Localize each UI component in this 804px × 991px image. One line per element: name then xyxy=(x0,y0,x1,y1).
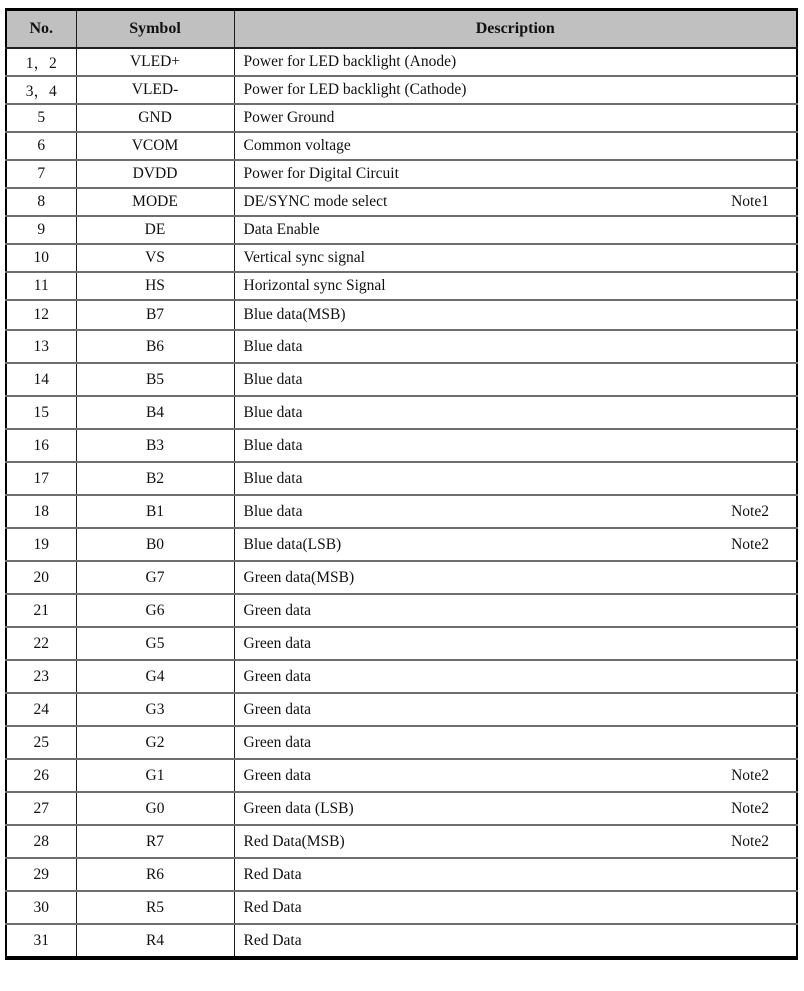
column-header-symbol: Symbol xyxy=(76,10,234,49)
pin-symbol-cell: R7 xyxy=(76,825,234,858)
table-row xyxy=(6,561,797,594)
pin-description-cell xyxy=(234,132,797,160)
pin-description-cell xyxy=(234,792,797,825)
description-text: Blue data xyxy=(243,469,303,487)
pin-number-cell: 26 xyxy=(6,759,76,792)
pin-number-cell: 21 xyxy=(6,594,76,627)
description-text: Green data xyxy=(243,733,312,751)
description-text: Red Data xyxy=(243,865,302,883)
table-row xyxy=(6,891,797,924)
pin-symbol-cell: B1 xyxy=(76,495,234,528)
pin-number-cell: 7 xyxy=(6,160,76,188)
table-row xyxy=(6,363,797,396)
pin-symbol-cell: B4 xyxy=(76,396,234,429)
table-row xyxy=(6,160,797,188)
table-body xyxy=(6,48,797,958)
table-header xyxy=(6,10,797,49)
pin-description-cell xyxy=(234,561,797,594)
pin-number-cell: 14 xyxy=(6,363,76,396)
table-row xyxy=(6,244,797,272)
note-ref: Note2 xyxy=(731,535,769,553)
pin-symbol-cell: VLED- xyxy=(76,76,234,104)
pin-description-cell xyxy=(234,272,797,300)
table-row xyxy=(6,660,797,693)
pin-description-cell xyxy=(234,76,797,104)
pin-symbol-cell: R6 xyxy=(76,858,234,891)
table-row xyxy=(6,528,797,561)
pin-description-cell xyxy=(234,726,797,759)
pin-symbol-cell: DE xyxy=(76,216,234,244)
pin-number-cell: 12 xyxy=(6,300,76,330)
pin-number-cell: 16 xyxy=(6,429,76,462)
pin-symbol-cell: B6 xyxy=(76,330,234,363)
pin-number-cell: 25 xyxy=(6,726,76,759)
description-text: Blue data xyxy=(243,502,303,520)
description-text: Power for LED backlight (Cathode) xyxy=(243,81,467,98)
pin-number-cell: 10 xyxy=(6,244,76,272)
pin-symbol-cell: G7 xyxy=(76,561,234,594)
table-row xyxy=(6,858,797,891)
pin-symbol-cell: HS xyxy=(76,272,234,300)
description-text: Blue data xyxy=(243,403,303,421)
pin-symbol-cell: MODE xyxy=(76,188,234,216)
pin-description-cell xyxy=(234,858,797,891)
description-text: Green data xyxy=(243,766,312,784)
description-text: Green data xyxy=(243,634,312,652)
pin-description-table xyxy=(5,8,798,960)
pin-symbol-cell: G1 xyxy=(76,759,234,792)
table-row xyxy=(6,429,797,462)
note-ref: Note1 xyxy=(731,193,769,210)
pin-description-cell xyxy=(234,891,797,924)
pin-description-cell xyxy=(234,528,797,561)
pin-description-table-container xyxy=(5,8,798,960)
note-ref: Note2 xyxy=(731,502,769,520)
pin-description-cell xyxy=(234,48,797,76)
pin-number-cell: 27 xyxy=(6,792,76,825)
pin-number-cell: 17 xyxy=(6,462,76,495)
description-text: Blue data xyxy=(243,370,303,388)
pin-number-cell: 24 xyxy=(6,693,76,726)
description-text: Green data (LSB) xyxy=(243,799,354,817)
description-text: Green data xyxy=(243,700,312,718)
pin-symbol-cell: G4 xyxy=(76,660,234,693)
table-row xyxy=(6,104,797,132)
description-text: Red Data xyxy=(243,898,302,916)
description-text: Data Enable xyxy=(243,221,320,238)
column-header-no: No. xyxy=(6,10,76,49)
pin-number-cell: 13 xyxy=(6,330,76,363)
table-row xyxy=(6,300,797,330)
pin-description-cell xyxy=(234,693,797,726)
table-row xyxy=(6,792,797,825)
pin-number-cell: 6 xyxy=(6,132,76,160)
note-ref: Note2 xyxy=(731,799,769,817)
table-row xyxy=(6,188,797,216)
pin-number-cell: 22 xyxy=(6,627,76,660)
pin-description-cell xyxy=(234,759,797,792)
pin-description-cell xyxy=(234,594,797,627)
description-text: Power for Digital Circuit xyxy=(243,165,399,182)
table-row xyxy=(6,924,797,958)
description-text: Vertical sync signal xyxy=(243,249,365,266)
pin-number-cell: 19 xyxy=(6,528,76,561)
pin-symbol-cell: VCOM xyxy=(76,132,234,160)
table-row xyxy=(6,759,797,792)
table-row xyxy=(6,132,797,160)
pin-symbol-cell: G0 xyxy=(76,792,234,825)
pin-symbol-cell: R5 xyxy=(76,891,234,924)
pin-description-cell xyxy=(234,495,797,528)
pin-symbol-cell: G2 xyxy=(76,726,234,759)
description-text: Power Ground xyxy=(243,109,335,126)
table-row xyxy=(6,627,797,660)
pin-symbol-cell: R4 xyxy=(76,924,234,958)
pin-symbol-cell: B3 xyxy=(76,429,234,462)
pin-symbol-cell: B7 xyxy=(76,300,234,330)
pin-number-cell: 31 xyxy=(6,924,76,958)
description-text: Green data(MSB) xyxy=(243,568,355,586)
table-row xyxy=(6,825,797,858)
pin-description-cell xyxy=(234,363,797,396)
pin-description-cell xyxy=(234,660,797,693)
pin-number-cell: 8 xyxy=(6,188,76,216)
pin-number-cell: 18 xyxy=(6,495,76,528)
pin-description-cell xyxy=(234,244,797,272)
pin-description-cell xyxy=(234,429,797,462)
pin-description-cell xyxy=(234,825,797,858)
pin-number-cell: 23 xyxy=(6,660,76,693)
table-row xyxy=(6,330,797,363)
description-text: DE/SYNC mode select xyxy=(243,193,388,210)
pin-number-cell: 30 xyxy=(6,891,76,924)
table-row xyxy=(6,272,797,300)
pin-description-cell xyxy=(234,396,797,429)
pin-description-cell xyxy=(234,627,797,660)
description-text: Blue data(MSB) xyxy=(243,306,346,323)
description-text: Common voltage xyxy=(243,137,351,154)
table-row xyxy=(6,462,797,495)
pin-description-cell xyxy=(234,216,797,244)
pin-symbol-cell: VS xyxy=(76,244,234,272)
description-text: Blue data(LSB) xyxy=(243,535,342,553)
pin-symbol-cell: G5 xyxy=(76,627,234,660)
table-row xyxy=(6,726,797,759)
pin-symbol-cell: B5 xyxy=(76,363,234,396)
header-row xyxy=(6,10,797,49)
pin-number-cell: 9 xyxy=(6,216,76,244)
pin-description-cell xyxy=(234,300,797,330)
pin-description-cell xyxy=(234,330,797,363)
pin-number-cell: 15 xyxy=(6,396,76,429)
table-row xyxy=(6,76,797,104)
pin-description-cell xyxy=(234,160,797,188)
note-ref: Note2 xyxy=(731,832,769,850)
pin-description-cell xyxy=(234,924,797,958)
pin-number-cell: 3，4 xyxy=(6,76,76,104)
pin-number-cell: 29 xyxy=(6,858,76,891)
pin-number-cell: 1，2 xyxy=(6,48,76,76)
pin-symbol-cell: B0 xyxy=(76,528,234,561)
note-ref: Note2 xyxy=(731,766,769,784)
pin-symbol-cell: GND xyxy=(76,104,234,132)
pin-description-cell xyxy=(234,104,797,132)
pin-symbol-cell: B2 xyxy=(76,462,234,495)
table-row xyxy=(6,216,797,244)
pin-number-cell: 20 xyxy=(6,561,76,594)
pin-number-cell: 11 xyxy=(6,272,76,300)
pin-description-cell xyxy=(234,462,797,495)
column-header-description: Description xyxy=(234,10,797,49)
description-text: Green data xyxy=(243,667,312,685)
pin-symbol-cell: G6 xyxy=(76,594,234,627)
pin-number-cell: 5 xyxy=(6,104,76,132)
description-text: Green data xyxy=(243,601,312,619)
description-text: Power for LED backlight (Anode) xyxy=(243,53,457,70)
description-text: Red Data(MSB) xyxy=(243,832,345,850)
table-row xyxy=(6,48,797,76)
table-row xyxy=(6,495,797,528)
pin-number-cell: 28 xyxy=(6,825,76,858)
pin-symbol-cell: VLED+ xyxy=(76,48,234,76)
table-row xyxy=(6,693,797,726)
description-text: Blue data xyxy=(243,337,303,355)
pin-symbol-cell: DVDD xyxy=(76,160,234,188)
pin-description-cell xyxy=(234,188,797,216)
description-text: Blue data xyxy=(243,436,303,454)
table-row xyxy=(6,594,797,627)
table-row xyxy=(6,396,797,429)
description-text: Horizontal sync Signal xyxy=(243,277,386,294)
pin-symbol-cell: G3 xyxy=(76,693,234,726)
description-text: Red Data xyxy=(243,931,302,949)
